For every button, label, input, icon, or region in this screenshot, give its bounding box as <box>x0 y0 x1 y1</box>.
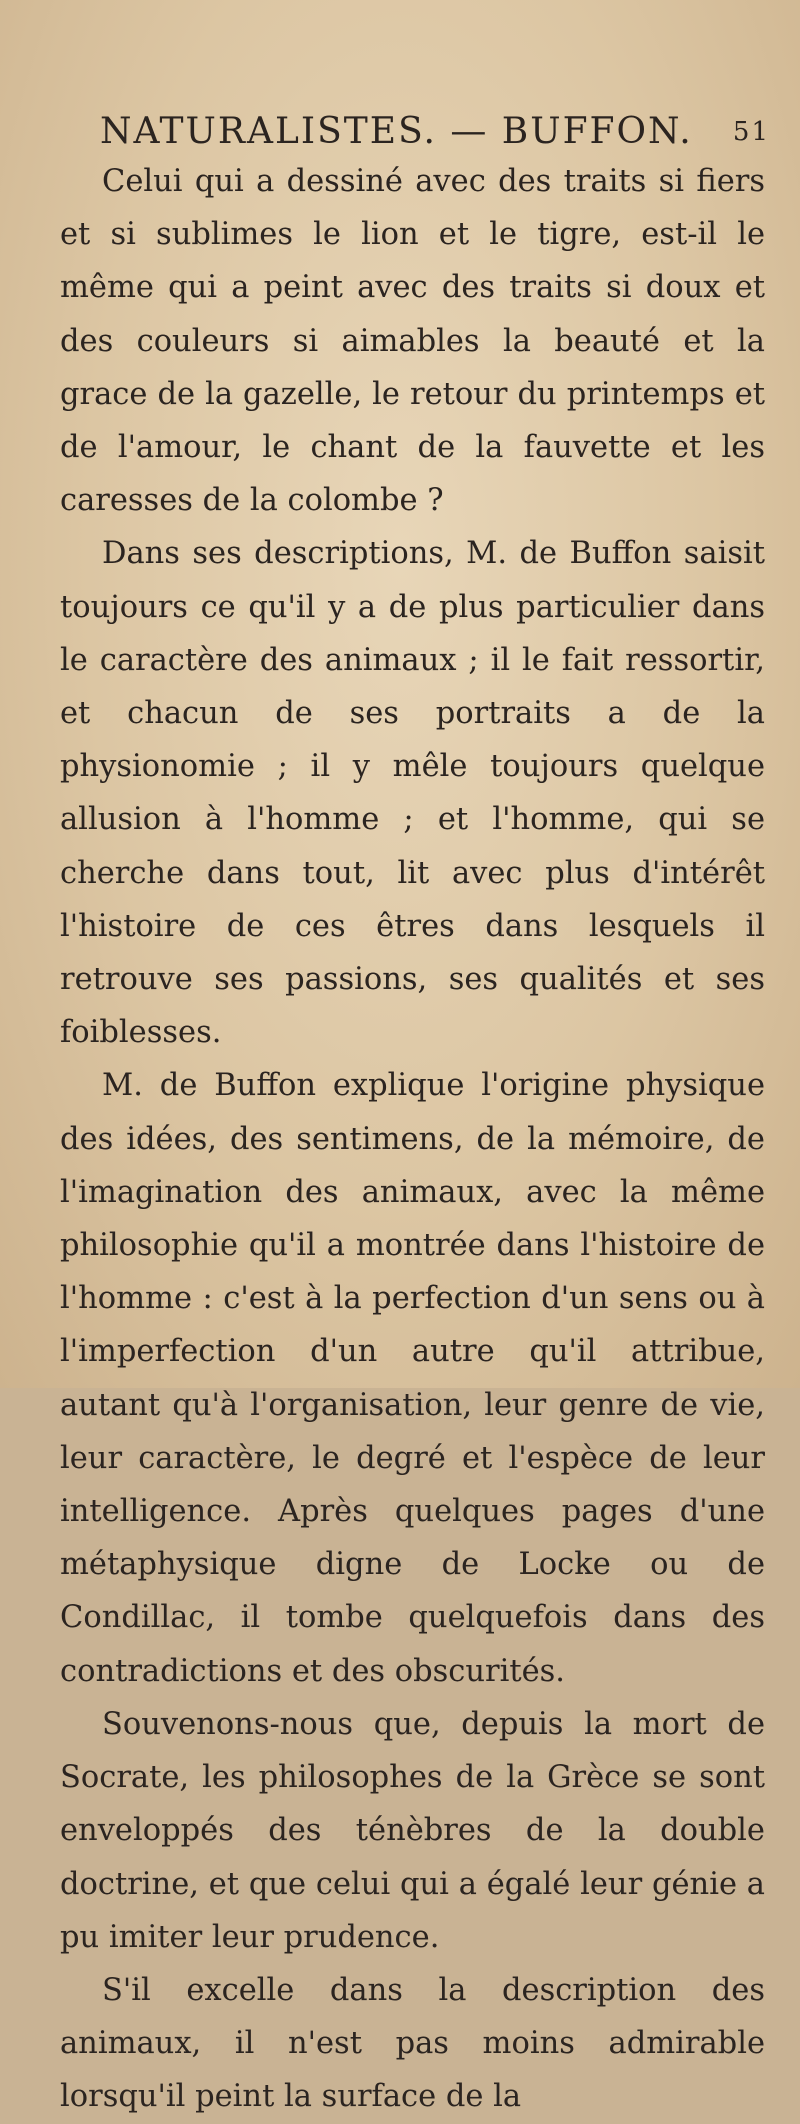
running-header <box>100 110 770 154</box>
paragraph: S'il excelle dans la description des animaux, il n'est pas moins admirable lorsqu'il peint la surface de la <box>60 1972 765 2115</box>
page-number: 51 <box>732 117 770 147</box>
running-title: NATURALISTES. — BUFFON. <box>100 111 693 152</box>
paragraph: Dans ses descriptions, M. de Buffon saisit toujours ce qu'il y a de plus particulier dans le caractère des animaux ; il le fait ressortir, et chacun de ses portraits a de la physionomie ; il y mêle toujours quelque allusion à l'homme ; et l'homme, qui se cherche dans tout, lit avec plus d'intérêt l'histoire de ces êtres dans lesquels il retrouve ses passions, ses qualités et ses foiblesses. <box>60 536 765 1051</box>
paragraph: Souvenons-nous que, depuis la mort de Socrate, les philosophes de la Grèce se sont enveloppés des ténèbres de la double doctrine, et que celui qui a égalé leur génie a pu imiter leur prudence. <box>60 1706 765 1955</box>
paragraph: Celui qui a dessiné avec des traits si fiers et si sublimes le lion et le tigre, est-il le même qui a peint avec des traits si doux et des couleurs si aimables la beauté et la grace de la gazelle, le retour du printemps et de l'amour, le chant de la fauvette et les caresses de la colombe ? <box>60 164 765 519</box>
paragraph: M. de Buffon explique l'origine physique des idées, des sentimens, de la mémoire, de l'imagination des animaux, avec la même philosophie qu'il a montrée dans l'histoire de l'homme : c'est à la perfection d'un sens ou à l'imperfection d'un autre qu'il attribue, autant qu'à l'organisation, leur genre de vie, leur caractère, le degré et l'espèce de leur intelligence. Après quelques pages d'une métaphysique digne de Locke ou de Condillac, il tombe quelquefois dans des contradictions et des obscurités. <box>60 1068 765 1689</box>
body-text <box>60 155 765 2124</box>
